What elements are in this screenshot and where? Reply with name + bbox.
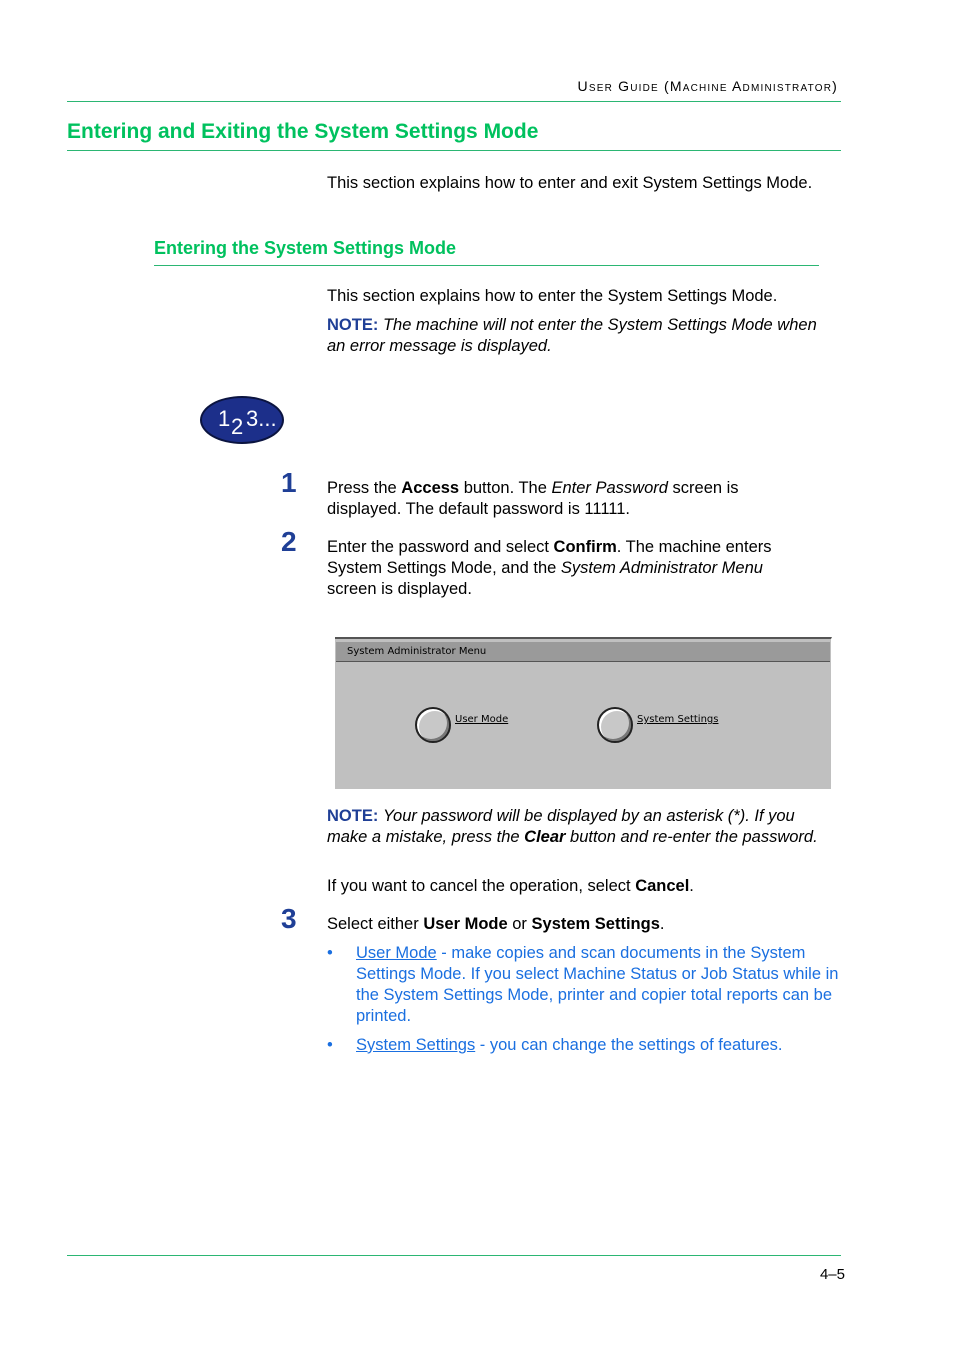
system-settings-button[interactable] (597, 707, 633, 743)
user-mode-button[interactable] (415, 707, 451, 743)
step-number: 2 (281, 526, 297, 557)
section-intro: This section explains how to enter and exit System Settings Mode. (327, 174, 813, 192)
note-label: NOTE: (327, 316, 379, 334)
system-administrator-menu-screen (335, 637, 832, 790)
running-head: User Guide (Machine Administrator) (577, 78, 838, 94)
subsection-title-rule (154, 265, 819, 266)
list-item (327, 943, 842, 1027)
list-item-text: - make copies and scan documents in the System Settings Mode. If you select Machine Status or Job Status while in the System Settings Mode, printer and copier total reports can be printed. (356, 944, 839, 1025)
system-settings-label[interactable]: System Settings (637, 714, 719, 725)
header-rule (67, 101, 841, 102)
subsection-intro: This section explains how to enter the System Settings Mode. (327, 287, 778, 305)
step-1-text: Press the Access button. The Enter Password screen is displayed. The default password is 11111. (327, 479, 739, 518)
bullet-icon: • (327, 944, 333, 962)
step-number: 3 (281, 903, 297, 934)
list-item-text: - you can change the settings of features. (475, 1036, 783, 1054)
subsection-title: Entering the System Settings Mode (154, 238, 457, 258)
note-label: NOTE: (327, 807, 379, 825)
cancel-instruction: If you want to cancel the operation, select Cancel. (327, 877, 694, 895)
user-mode-link[interactable]: User Mode (356, 944, 437, 962)
badge-digit: 1 (218, 406, 231, 431)
section-title-rule (67, 150, 841, 151)
step-number: 1 (281, 467, 297, 498)
steps-badge-icon (200, 396, 284, 444)
screen-title: System Administrator Menu (336, 642, 830, 662)
note-1 (327, 315, 827, 357)
page-number: 4–5 (819, 1266, 845, 1283)
footer-rule (67, 1255, 841, 1256)
badge-digit: 3... (246, 406, 277, 431)
system-settings-link[interactable]: System Settings (356, 1036, 476, 1054)
bullet-icon: • (327, 1036, 333, 1054)
user-mode-label[interactable]: User Mode (455, 714, 509, 725)
note-text: The machine will not enter the System Settings Mode when an error message is displayed. (327, 316, 817, 355)
badge-digit: 2 (231, 414, 244, 439)
step-2-text: Enter the password and select Confirm. The machine enters System Settings Mode, and the System Administrator Menu screen is displayed. (327, 538, 772, 598)
option-list (327, 943, 842, 1056)
section-title: Entering and Exiting the System Settings Mode (67, 120, 539, 143)
note-2: NOTE: Your password will be displayed by an asterisk (*). If you make a mistake, press the Clear button and re-enter the password. (327, 807, 818, 846)
list-item (327, 1035, 842, 1056)
step-3-text: Select either User Mode or System Settings. (327, 915, 665, 933)
